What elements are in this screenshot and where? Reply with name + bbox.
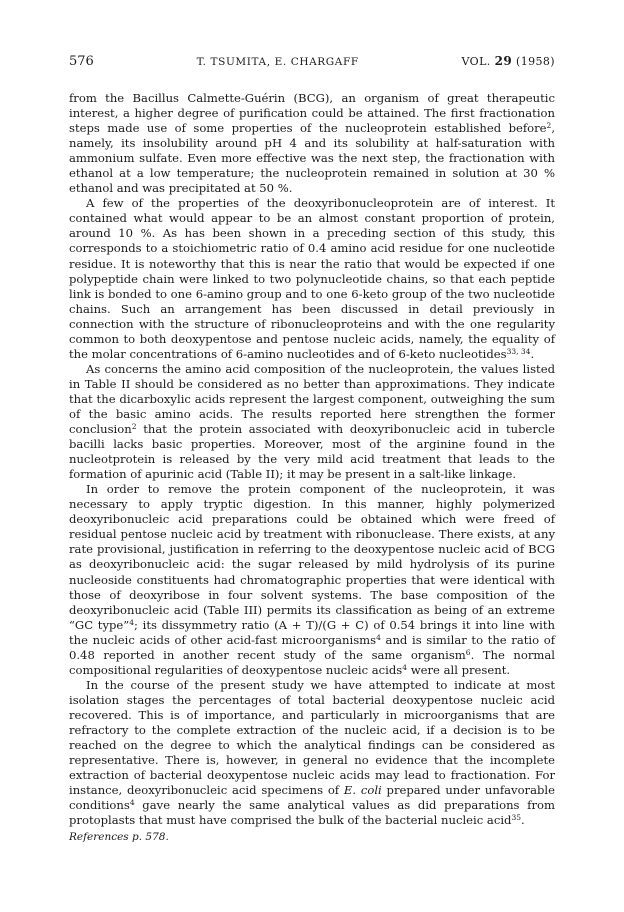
reference-superscript: 4 [129,617,134,627]
italic-text: E. coli [343,783,382,798]
page-number: 576 [69,54,94,69]
running-head-authors: T. TSUMITA, E. CHARGAFF [196,56,359,68]
reference-superscript: 4 [129,798,135,808]
reference-superscript: 33, 34 [506,346,531,356]
reference-superscript: 6 [465,647,471,657]
paragraph [69,362,555,482]
text-run: In order to remove the protein component of the nucleoprotein, it was necessary to apply tryptic digestion. In this manner, highly polymerized deoxyribonucleic acid preparations could be obtained which were freed of residual pentose nucleic acid by treatment with ribonuclease. There exists, at any rate provisional, justification in referring to the deoxypentose nucleic acid of BCG as deoxyribonucleic acid: the sugar released by mild hydrolysis of its purine nucleoside constituents had chromatographic properties that were identical with those of deoxyribose in four solvent systems. The base composition of the deoxyribonucleic acid (Table III) permits its classification as being of an extreme “GC type” [69,482,555,632]
text-run: . [530,346,535,361]
paragraph [69,678,555,828]
text-run: . [521,813,525,828]
text-run: and is similar to the ratio of 0.48 reported in another recent study of the same organism [69,632,556,662]
text-run: from the Bacillus Calmette-Guérin (BCG), an organism of great therapeutic interest, a higher degree of purification could be attained. The first fractionation steps made use of some properties of the nucleoprotein established before [69,91,555,136]
text-run: . The normal compositional regularities of deoxypentose nucleic acids [69,647,555,677]
running-header [69,54,555,69]
volume-prefix: VOL. [461,55,491,68]
body-text [69,91,555,828]
reference-superscript: 2 [546,121,552,131]
text-run: gave nearly the same analytical values as did preparations from protoplasts that must have comprised the bulk of the bacterial nucleic acid [69,798,555,828]
text-run: In the course of the present study we have attempted to indicate at most isolation stages the percentages of total bacterial deoxypentose nucleic acid recovered. This is of importance, and particularly in microorganisms that are refractory to the complete extraction of the nucleic acid, if a decision is to be reached on the degree to which the analytical findings can be considered as representative. There is, however, in general no evidence that the incomplete extraction of bacterial deoxypentose nucleic acids may lead to fractionation. For instance, deoxyribonucleic acid specimens of [69,677,555,798]
paragraph [69,196,555,362]
text-run: A few of the properties of the deoxyribonucleoprotein are of interest. It contained what would appear to be an almost constant proportion of protein, around 10 %. As has been shown in a preceding section of this study, this corresponds to a stoichiometric ratio of 0.4 amino acid residue for one nucleotide residue. It is noteworthy that this is near the ratio that would be expected if one polypeptide chain were linked to two polynucleotide chains, so that each peptide link is bonded to one 6-amino group and to one 6-keto group of the two nucleotide chains. Such an arrangement has been discussed in detail previously in connection with the structure of ribonucleoproteins and with the one regularity common to both deoxypentose and pentose nucleic acids, namely, the equality of the molar concentrations of 6-amino nucleotides and of 6-keto nucleotides [69,196,555,361]
reference-superscript: 35 [511,813,522,823]
paragraph [69,482,555,678]
references-note: References p. 578. [69,831,169,844]
text-run: prepared under unfavorable conditions [69,783,555,813]
text-run: As concerns the amino acid composition of the nucleoprotein, the values listed in Table II should be considered as no better than approximations. They indicate that the dicarboxylic acids represent the largest component, outweighing the sum of the basic amino acids. The results reported here strengthen the former conclusion [69,361,555,437]
text-run: , namely, its insolubility around pH 4 and its solubility at half-saturation with ammonium sulfate. Even more effective was the next step, the fractionation with ethanol at a low temperature; the nucleoprotein remained in solution at 30 % ethanol and was precipitated at 50 %. [69,121,555,196]
reference-superscript: 4 [376,632,381,642]
volume-year: (1958) [516,55,555,68]
text-run: that the protein associated with deoxyribonucleic acid in tubercle bacilli lacks basic properties. Moreover, most of the arginine found in the nucleotprotein is released by the very mild acid treatment that leads to the formation of apurinic acid (Table II); it may be present in a salt-like linkage. [69,422,555,482]
reference-superscript: 2 [131,422,137,432]
volume-info [462,54,555,68]
paragraph [69,91,555,196]
reference-superscript: 4 [402,662,408,672]
volume-number: 29 [494,54,513,68]
text-run: ; its dissymmetry ratio (A + T)/(G + C) of 0.54 brings it into line with the nucleic acids of other acid-fast microorganisms [69,617,555,647]
text-run: were all present. [407,662,511,677]
